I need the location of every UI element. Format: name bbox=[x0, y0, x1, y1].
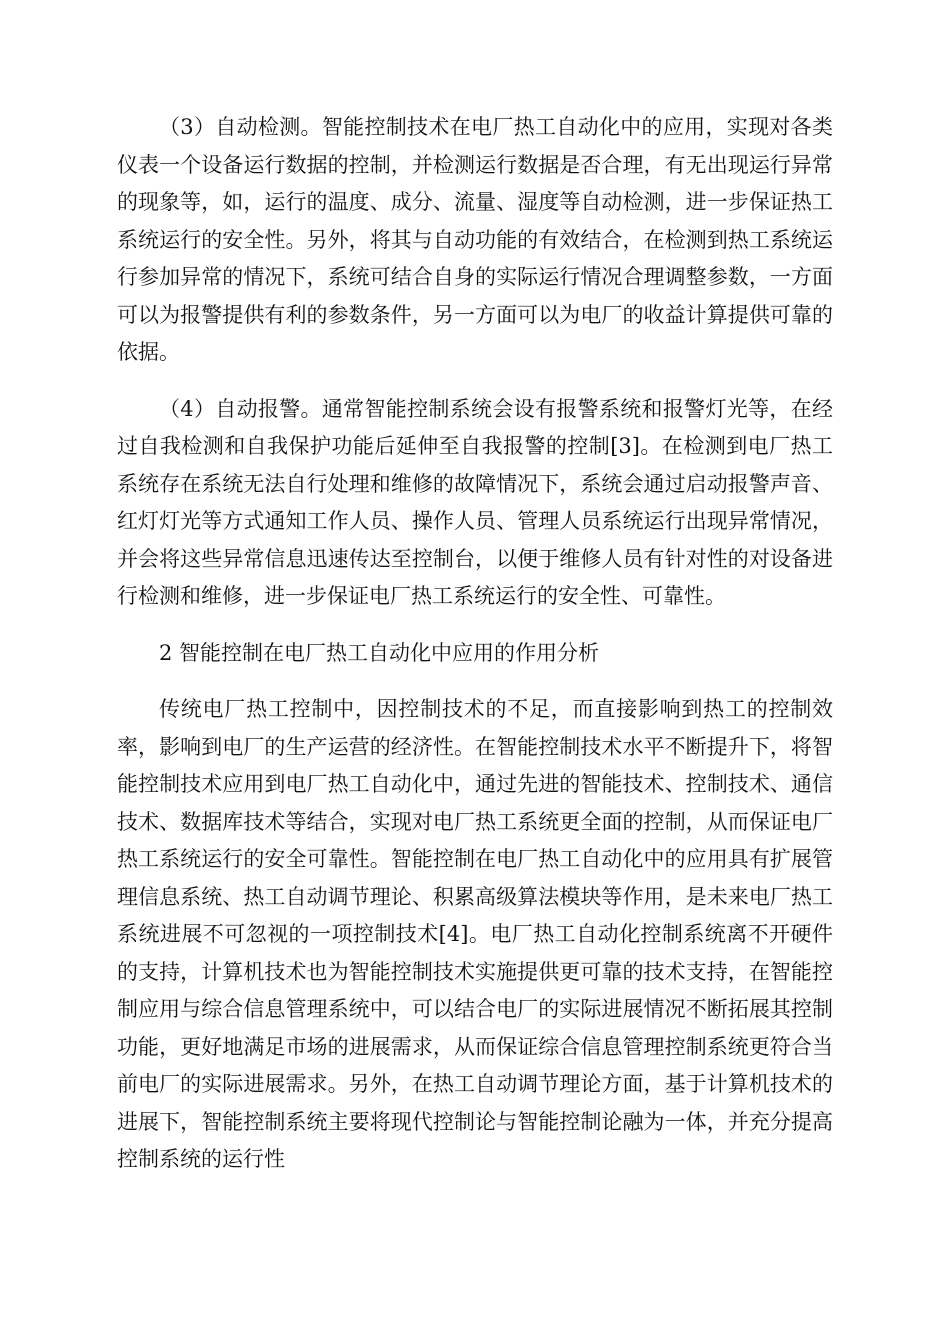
paragraph-auto-detection: （3）自动检测。智能控制技术在电厂热工自动化中的应用，实现对各类仪表一个设备运行数据的控制，并检测运行数据是否合理，有无出现运行异常的现象等，如，运行的温度、成分、流量、湿度等自动检测，进一步保证热工系统运行的安全性。另外，将其与自动功能的有效结合，在检测到热工系统运行参加异常的情况下，系统可结合自身的实际运行情况合理调整参数，一方面可以为报警提供有利的参数条件，另一方面可以为电厂的收益计算提供可靠的依据。 bbox=[117, 115, 833, 364]
document-page bbox=[117, 109, 833, 1198]
section-heading: 2 智能控制在电厂热工自动化中应用的作用分析 bbox=[159, 640, 600, 665]
paragraph-role-analysis: 传统电厂热工控制中，因控制技术的不足，而直接影响到热工的控制效率，影响到电厂的生产运营的经济性。在智能控制技术水平不断提升下，将智能控制技术应用到电厂热工自动化中，通过先进的智能技术、控制技术、通信技术、数据库技术等结合，实现对电厂热工系统更全面的控制，从而保证电厂热工系统运行的安全可靠性。智能控制在电厂热工自动化中的应用具有扩展管理信息系统、热工自动调节理论、积累高级算法模块等作用，是未来电厂热工系统进展不可忽视的一项控制技术[4]。电厂热工自动化控制系统离不开硬件的支持，计算机技术也为智能控制技术实施提供更可靠的技术支持，在智能控制应用与综合信息管理系统中，可以结合电厂的实际进展情况不断拓展其控制功能，更好地满足市场的进展需求，从而保证综合信息管理控制系统更符合当前电厂的实际进展需求。另外，在热工自动调节理论方面，基于计算机技术的进展下，智能控制系统主要将现代控制论与智能控制论融为一体，并充分提高控制系统的运行性 bbox=[117, 697, 833, 1171]
paragraph-auto-alarm: （4）自动报警。通常智能控制系统会设有报警系统和报警灯光等，在经过自我检测和自我保护功能后延伸至自我报警的控制[3]。在检测到电厂热工系统存在系统无法自行处理和维修的故障情况下，系统会通过启动报警声音、红灯灯光等方式通知工作人员、操作人员、管理人员系统运行出现异常情况，并会将这些异常信息迅速传达至控制台，以便于维修人员有针对性的对设备进行检测和维修，进一步保证电厂热工系统运行的安全性、可靠性。 bbox=[117, 396, 833, 608]
